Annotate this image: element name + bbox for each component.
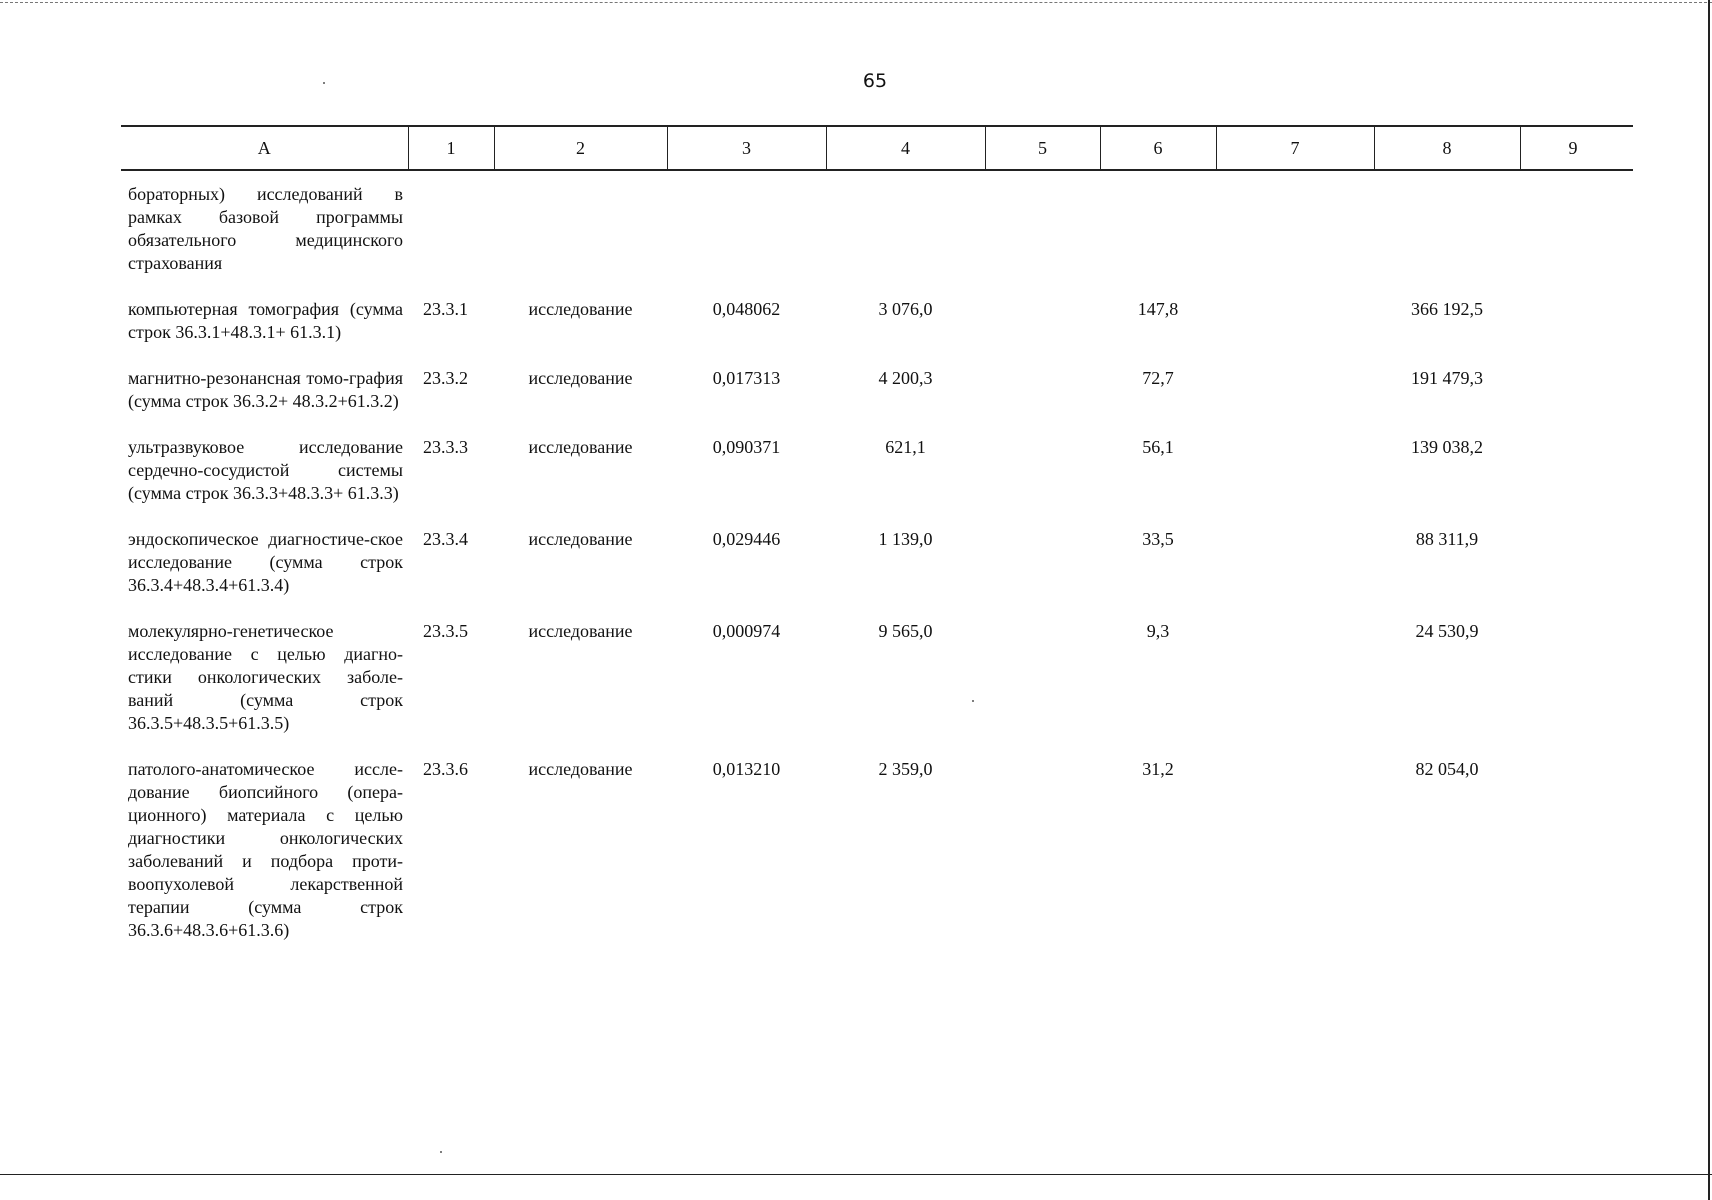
row-name: эндоскопическое диагностиче-ское исследование (сумма строк 36.3.4+48.3.4+61.3.4) (128, 529, 403, 595)
column-header: 2 (494, 126, 667, 170)
row-code: 23.3.2 (423, 368, 468, 388)
row-col8: 82 054,0 (1415, 759, 1479, 779)
row-name: компьютерная томография (сумма строк 36.3.1+48.3.1+ 61.3.1) (128, 299, 403, 342)
row-col9 (1520, 436, 1633, 528)
row-col5 (985, 367, 1100, 436)
scan-right-edge (1708, 0, 1710, 1200)
row-col3: 0,090371 (712, 437, 781, 457)
table-row (121, 528, 1633, 620)
row-col7 (1216, 367, 1374, 436)
row-col8: 88 311,9 (1415, 529, 1479, 549)
row-col6: 56,1 (1142, 437, 1174, 457)
row-col9 (1520, 367, 1633, 436)
table-row (121, 758, 1633, 942)
row-col5 (985, 620, 1100, 758)
row-code: 23.3.6 (423, 759, 468, 779)
row-col3: 0,029446 (712, 529, 781, 549)
row-name: молекулярно-генетическое исследование с целью диагно-стики онкологических заболе-ваний (сумма строк 36.3.5+48.3.5+61.3.5) (128, 621, 403, 733)
column-header: 1 (408, 126, 494, 170)
row-col8: 366 192,5 (1411, 299, 1483, 319)
row-unit: исследование (528, 299, 633, 319)
table-header-row (121, 126, 1633, 170)
row-unit: исследование (528, 529, 633, 549)
row-unit: исследование (528, 759, 633, 779)
row-code: 23.3.4 (423, 529, 468, 549)
row-col4: 2 359,0 (878, 759, 933, 779)
scan-bottom-edge (0, 1174, 1712, 1175)
continuation-text: бораторных) исследований в рамках базовой программы обязательного медицинского страхования (128, 184, 403, 273)
row-col8: 139 038,2 (1411, 437, 1483, 457)
row-col7 (1216, 298, 1374, 367)
row-col6: 31,2 (1142, 759, 1174, 779)
column-header: 3 (667, 126, 826, 170)
row-col5 (985, 758, 1100, 942)
row-name: ультразвуковое исследование сердечно-сосудистой системы (сумма строк 36.3.3+48.3.3+ 61.3.3) (128, 437, 403, 503)
column-header: 4 (826, 126, 985, 170)
row-col4: 621,1 (885, 437, 926, 457)
table-row (121, 436, 1633, 528)
row-col9 (1520, 528, 1633, 620)
row-unit: исследование (528, 437, 633, 457)
row-unit: исследование (528, 368, 633, 388)
row-col7 (1216, 528, 1374, 620)
scan-speck (440, 1151, 442, 1153)
row-col3: 0,048062 (712, 299, 781, 319)
row-col4: 4 200,3 (878, 368, 933, 388)
row-col5 (985, 436, 1100, 528)
row-name: патолого-анатомическое иссле-дование биопсийного (опера-ционного) материала с целью диагностики онкологических заболеваний и подбора проти-воопухолевой лекарственной терапии (сумма строк 36.3.6+48.3.6+61.3.6) (128, 759, 403, 940)
row-col6: 147,8 (1137, 299, 1179, 319)
data-table (121, 125, 1633, 942)
table-row (121, 367, 1633, 436)
column-header: 7 (1216, 126, 1374, 170)
row-code: 23.3.5 (423, 621, 468, 641)
row-col6: 9,3 (1146, 621, 1170, 641)
row-col9 (1520, 298, 1633, 367)
row-col7 (1216, 758, 1374, 942)
table-row (121, 298, 1633, 367)
scan-top-edge (0, 2, 1712, 3)
row-col7 (1216, 436, 1374, 528)
row-col4: 3 076,0 (878, 299, 933, 319)
table-row (121, 620, 1633, 758)
row-col8: 24 530,9 (1415, 621, 1479, 641)
column-header: 9 (1520, 126, 1633, 170)
row-name: магнитно-резонансная томо-графия (сумма строк 36.3.2+ 48.3.2+61.3.2) (128, 368, 403, 411)
row-col3: 0,000974 (712, 621, 781, 641)
column-header: 5 (985, 126, 1100, 170)
row-col7 (1216, 620, 1374, 758)
row-col5 (985, 298, 1100, 367)
row-col8: 191 479,3 (1411, 368, 1483, 388)
row-code: 23.3.3 (423, 437, 468, 457)
column-header: А (121, 126, 408, 170)
row-col4: 1 139,0 (878, 529, 933, 549)
row-col3: 0,013210 (712, 759, 781, 779)
row-col9 (1520, 620, 1633, 758)
row-col4: 9 565,0 (878, 621, 933, 641)
row-code: 23.3.1 (423, 299, 468, 319)
column-header: 8 (1374, 126, 1520, 170)
column-header: 6 (1100, 126, 1216, 170)
row-col6: 72,7 (1142, 368, 1174, 388)
scan-speck (323, 82, 325, 84)
page-number: 65 (862, 70, 888, 92)
row-col3: 0,017313 (712, 368, 781, 388)
row-unit: исследование (528, 621, 633, 641)
row-col6: 33,5 (1142, 529, 1174, 549)
table-row-continuation (121, 183, 1633, 298)
row-col5 (985, 528, 1100, 620)
row-col9 (1520, 758, 1633, 942)
